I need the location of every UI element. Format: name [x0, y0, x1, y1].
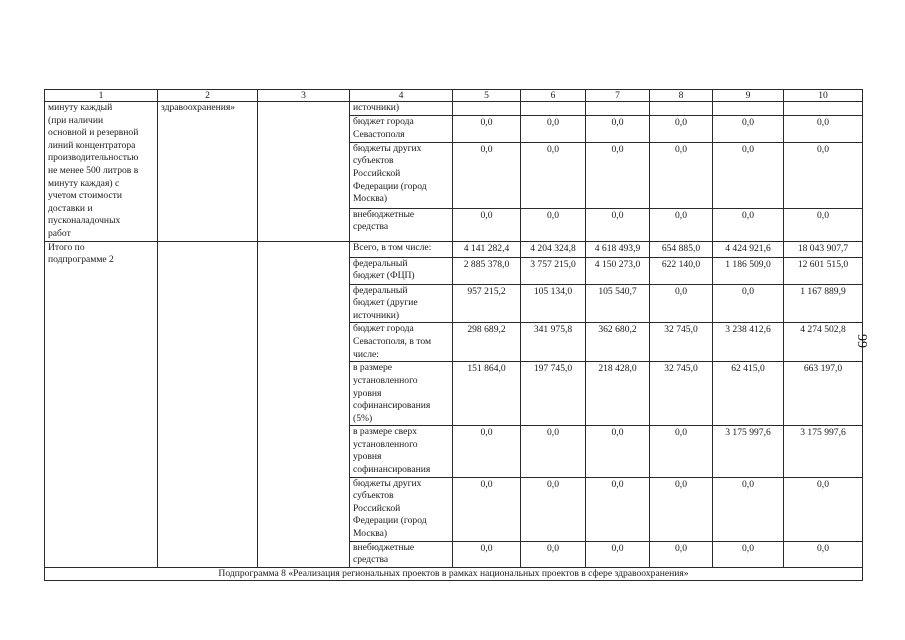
amount-cell-col6: 0,0 — [521, 208, 586, 241]
block2-deadline-cell — [258, 241, 350, 567]
amount-cell-col10: 0,0 — [784, 115, 863, 142]
amount-cell-col7: 0,0 — [586, 541, 650, 567]
amount-cell-col6: 0,0 — [521, 426, 586, 477]
amount-cell-col9: 4 424 921,6 — [713, 241, 784, 257]
amount-cell-col6: 0,0 — [521, 477, 586, 541]
amount-cell-col9: 3 238 412,6 — [713, 323, 784, 362]
column-number-3: 3 — [258, 90, 350, 102]
amount-cell-col9: 3 175 997,6 — [713, 426, 784, 477]
amount-cell-col6: 0,0 — [521, 115, 586, 142]
funding-source-cell: в размере установленного уровня софинансирования (5%) — [350, 362, 453, 426]
amount-cell-col10: 0,0 — [784, 142, 863, 208]
amount-cell-col6: 3 757 215,0 — [521, 257, 586, 284]
funding-source-cell: внебюджетные средства — [350, 208, 453, 241]
funding-source-cell: источники) — [350, 102, 453, 116]
amount-cell-col5: 4 141 282,4 — [453, 241, 521, 257]
amount-cell-col10: 663 197,0 — [784, 362, 863, 426]
column-number-7: 7 — [586, 90, 650, 102]
column-number-9: 9 — [713, 90, 784, 102]
amount-cell-col7: 0,0 — [586, 142, 650, 208]
amount-cell-col9: 0,0 — [713, 477, 784, 541]
table-body — [45, 90, 863, 581]
amount-cell-col5: 0,0 — [453, 115, 521, 142]
amount-cell-col8: 0,0 — [650, 541, 713, 567]
block2-event-name-cell: Итого по подпрограмме 2 — [45, 241, 158, 567]
amount-cell-col8: 0,0 — [650, 208, 713, 241]
amount-cell-col7: 218 428,0 — [586, 362, 650, 426]
amount-cell-col5: 298 689,2 — [453, 323, 521, 362]
amount-cell-col9: 0,0 — [713, 541, 784, 567]
amount-cell-col7: 362 680,2 — [586, 323, 650, 362]
amount-cell-col5: 0,0 — [453, 208, 521, 241]
amount-cell-col10: 12 601 515,0 — [784, 257, 863, 284]
amount-cell-col5: 2 885 378,0 — [453, 257, 521, 284]
amount-cell-col8: 654 885,0 — [650, 241, 713, 257]
amount-cell-col7: 4 618 493,9 — [586, 241, 650, 257]
amount-cell-col5: 0,0 — [453, 426, 521, 477]
amount-cell-col8: 32 745,0 — [650, 323, 713, 362]
funding-source-cell: внебюджетные средства — [350, 541, 453, 567]
amount-cell-col10: 0,0 — [784, 541, 863, 567]
amount-cell-col5: 151 864,0 — [453, 362, 521, 426]
amount-cell-col9: 62 415,0 — [713, 362, 784, 426]
amount-cell-col8 — [650, 102, 713, 116]
amount-cell-col10: 1 167 889,9 — [784, 284, 863, 323]
amount-cell-col8: 0,0 — [650, 426, 713, 477]
amount-cell-col6: 105 134,0 — [521, 284, 586, 323]
funding-source-cell: в размере сверх установленного уровня софинансирования — [350, 426, 453, 477]
amount-cell-col5: 0,0 — [453, 142, 521, 208]
amount-cell-col10: 0,0 — [784, 477, 863, 541]
table-row — [45, 241, 863, 257]
amount-cell-col9: 0,0 — [713, 284, 784, 323]
amount-cell-col5 — [453, 102, 521, 116]
amount-cell-col8: 0,0 — [650, 284, 713, 323]
budget-table — [44, 89, 863, 581]
subprogram-heading-row — [45, 567, 863, 580]
amount-cell-col7: 0,0 — [586, 208, 650, 241]
amount-cell-col6: 197 745,0 — [521, 362, 586, 426]
funding-source-cell: бюджет города Севастополя — [350, 115, 453, 142]
column-number-1: 1 — [45, 90, 158, 102]
amount-cell-col9 — [713, 102, 784, 116]
funding-source-cell: бюджеты других субъектов Российской Федерации (город Москва) — [350, 142, 453, 208]
amount-cell-col9: 0,0 — [713, 208, 784, 241]
amount-cell-col9: 0,0 — [713, 115, 784, 142]
block1-event-name-cell: минуту каждый (при наличии основной и резервной линий концентратора производительностью не менее 500 литров в минуту каждая) с учетом стоимости доставки и пусконаладочных работ — [45, 102, 158, 242]
amount-cell-col7: 4 150 273,0 — [586, 257, 650, 284]
amount-cell-col9: 0,0 — [713, 142, 784, 208]
amount-cell-col10: 3 175 997,6 — [784, 426, 863, 477]
amount-cell-col10: 0,0 — [784, 208, 863, 241]
column-number-2: 2 — [158, 90, 258, 102]
amount-cell-col6: 341 975,8 — [521, 323, 586, 362]
amount-cell-col7: 0,0 — [586, 426, 650, 477]
column-number-4: 4 — [350, 90, 453, 102]
amount-cell-col8: 32 745,0 — [650, 362, 713, 426]
amount-cell-col9: 1 186 509,0 — [713, 257, 784, 284]
amount-cell-col5: 0,0 — [453, 477, 521, 541]
amount-cell-col10 — [784, 102, 863, 116]
amount-cell-col7: 0,0 — [586, 115, 650, 142]
block1-responsible-cell: здравоохранения» — [158, 102, 258, 242]
column-number-5: 5 — [453, 90, 521, 102]
amount-cell-col7: 105 540,7 — [586, 284, 650, 323]
amount-cell-col6: 4 204 324,8 — [521, 241, 586, 257]
amount-cell-col10: 4 274 502,8 — [784, 323, 863, 362]
funding-source-cell: федеральный бюджет (ФЦП) — [350, 257, 453, 284]
subprogram-8-title: Подпрограмма 8 «Реализация региональных проектов в рамках национальных проектов в сфере здравоохранения» — [45, 567, 863, 580]
amount-cell-col7: 0,0 — [586, 477, 650, 541]
amount-cell-col10: 18 043 907,7 — [784, 241, 863, 257]
column-number-8: 8 — [650, 90, 713, 102]
column-number-6: 6 — [521, 90, 586, 102]
page-number — [854, 334, 868, 348]
block1-deadline-cell — [258, 102, 350, 242]
funding-source-cell: бюджеты других субъектов Российской Федерации (город Москва) — [350, 477, 453, 541]
amount-cell-col5: 0,0 — [453, 541, 521, 567]
funding-source-cell: бюджет города Севастополя, в том числе: — [350, 323, 453, 362]
amount-cell-col7 — [586, 102, 650, 116]
amount-cell-col6 — [521, 102, 586, 116]
amount-cell-col6: 0,0 — [521, 541, 586, 567]
funding-source-cell: Всего, в том числе: — [350, 241, 453, 257]
page-number-text: 99 — [854, 334, 869, 348]
amount-cell-col5: 957 215,2 — [453, 284, 521, 323]
column-number-row — [45, 90, 863, 102]
block2-responsible-cell — [158, 241, 258, 567]
funding-source-cell: федеральный бюджет (другие источники) — [350, 284, 453, 323]
amount-cell-col8: 0,0 — [650, 142, 713, 208]
amount-cell-col8: 0,0 — [650, 477, 713, 541]
amount-cell-col6: 0,0 — [521, 142, 586, 208]
column-number-10: 10 — [784, 90, 863, 102]
table-row — [45, 102, 863, 116]
amount-cell-col8: 622 140,0 — [650, 257, 713, 284]
amount-cell-col8: 0,0 — [650, 115, 713, 142]
